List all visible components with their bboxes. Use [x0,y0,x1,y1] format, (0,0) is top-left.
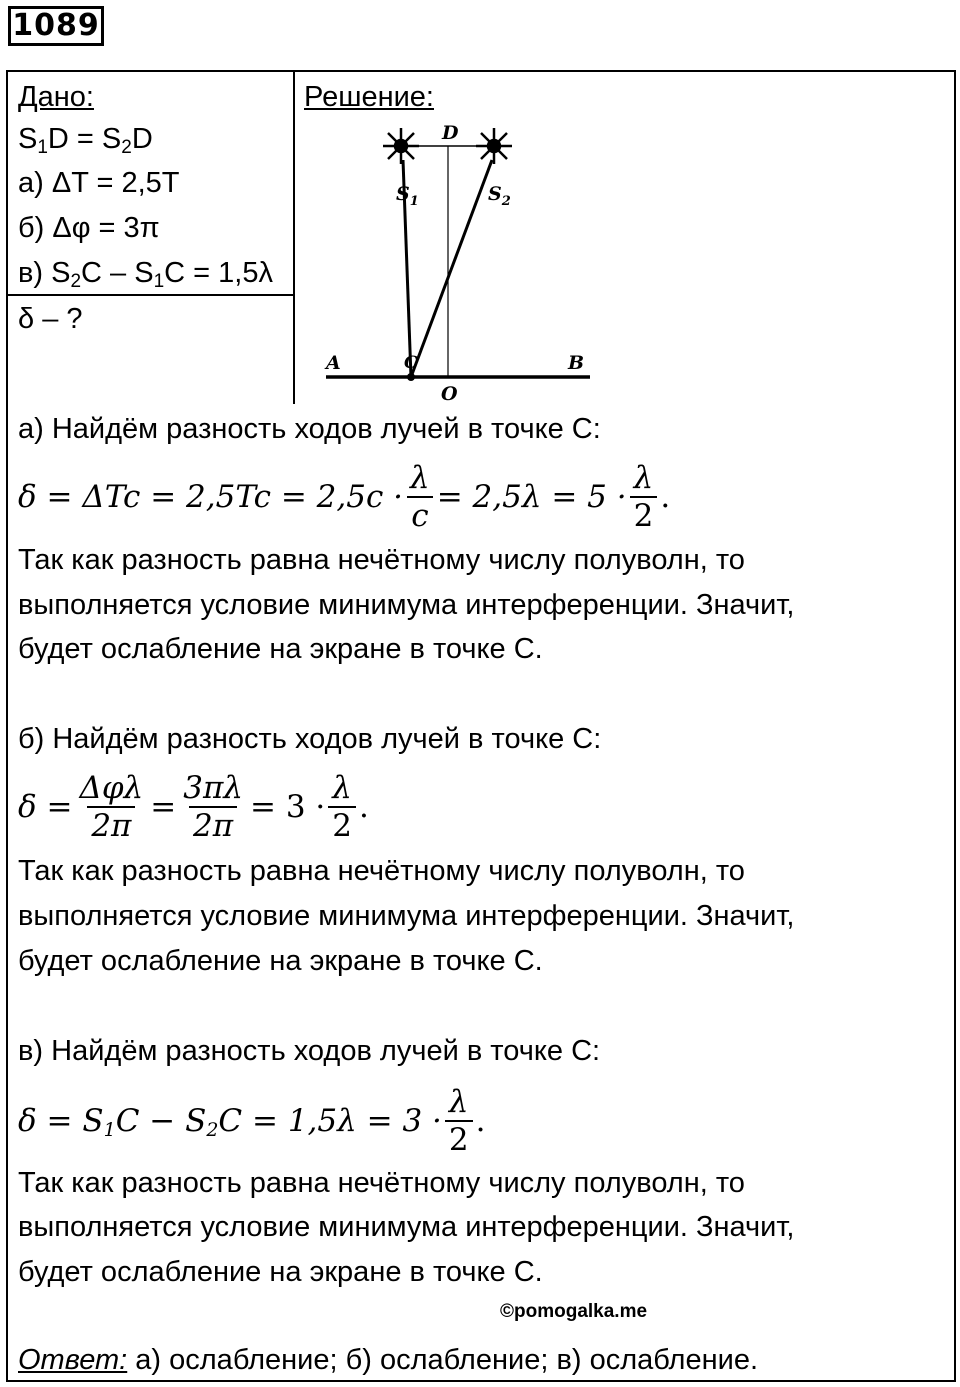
given-line-1: $S_1D = S_2D$ [18,123,153,158]
solution-heading: Решение: [304,81,434,113]
part-a-intro: а) Найдём разность ходов лучей в точке С: [18,413,601,445]
given-heading: Дано: [18,81,94,113]
answer-text: а) ослабление; б) ослабление; в) ослабление. [127,1344,758,1376]
fraction: $\frac{\text{Δφλ}}{2\pi}$ [79,770,144,844]
part-b-text-3: будет ослабление на экране в точке С. [18,945,543,977]
answer-line [18,1342,758,1378]
problem-number: 1089 [8,6,104,46]
part-b-formula: δ = $\frac{\text{Δφλ}}{2\pi}$ = $\frac{3\pi\lambda}{2\pi}$ = 3 · $\frac{\lambda}{2}$ . [18,770,369,844]
label-d: D [442,122,459,144]
point-c [407,373,415,381]
part-a-text-3: будет ослабление на экране в точке С. [18,633,543,665]
given-line-4: в) $S_2C - S_1C = 1,5\lambda$ [18,257,273,292]
given-line-2: а) ΔT = 2,5T [18,167,180,199]
part-c-text-1: Так как разность равна нечётному числу полуволн, то [18,1167,745,1199]
given-divider [6,294,295,296]
label-a: A [326,352,341,374]
part-c-formula: $\delta = S_1C - S_2C = 1,5\lambda = 3$ · $\frac{\lambda}{2}$ . [18,1084,486,1158]
part-b-text-1: Так как разность равна нечётному числу полуволн, то [18,855,745,887]
part-c-intro: в) Найдём разность ходов лучей в точке С: [18,1035,601,1067]
label-o: O [441,383,458,405]
given-line-3: б) Δφ = 3π [18,212,160,244]
fraction: $\frac{\lambda}{c}$ [406,460,434,534]
fraction: $\frac{\lambda}{2}$ [328,770,356,844]
interference-diagram [318,118,608,408]
fraction: $\frac{\lambda}{2}$ [630,460,658,534]
label-c: C [404,353,418,373]
fraction: $\frac{\lambda}{2}$ [445,1084,473,1158]
part-c-text-3: будет ослабление на экране в точке С. [18,1256,543,1288]
ray-s2-c [411,160,492,377]
part-b-intro: б) Найдём разность ходов лучей в точке С: [18,723,602,755]
part-a-formula: δ = ΔTc = 2,5Tc = 2,5c · $\frac{\lambda}{c}$ = 2,5λ = 5 · $\frac{\lambda}{2}$ . [18,460,671,534]
label-b: B [568,352,585,374]
watermark: ©pomogalka.me [500,1301,648,1322]
part-a-text-2: выполняется условие минимума интерференции. Значит, [18,589,795,621]
label-s1: $S_1$ [396,183,419,209]
label-s2: $S_2$ [488,183,511,209]
fraction: $\frac{3\pi\lambda}{2\pi}$ [183,770,243,844]
answer-label: Ответ: [18,1344,128,1376]
find-line: δ – ? [18,303,83,335]
part-a-text-1: Так как разность равна нечётному числу полуволн, то [18,544,745,576]
part-b-text-2: выполняется условие минимума интерференции. Значит, [18,900,795,932]
part-c-text-2: выполняется условие минимума интерференции. Значит, [18,1211,795,1243]
